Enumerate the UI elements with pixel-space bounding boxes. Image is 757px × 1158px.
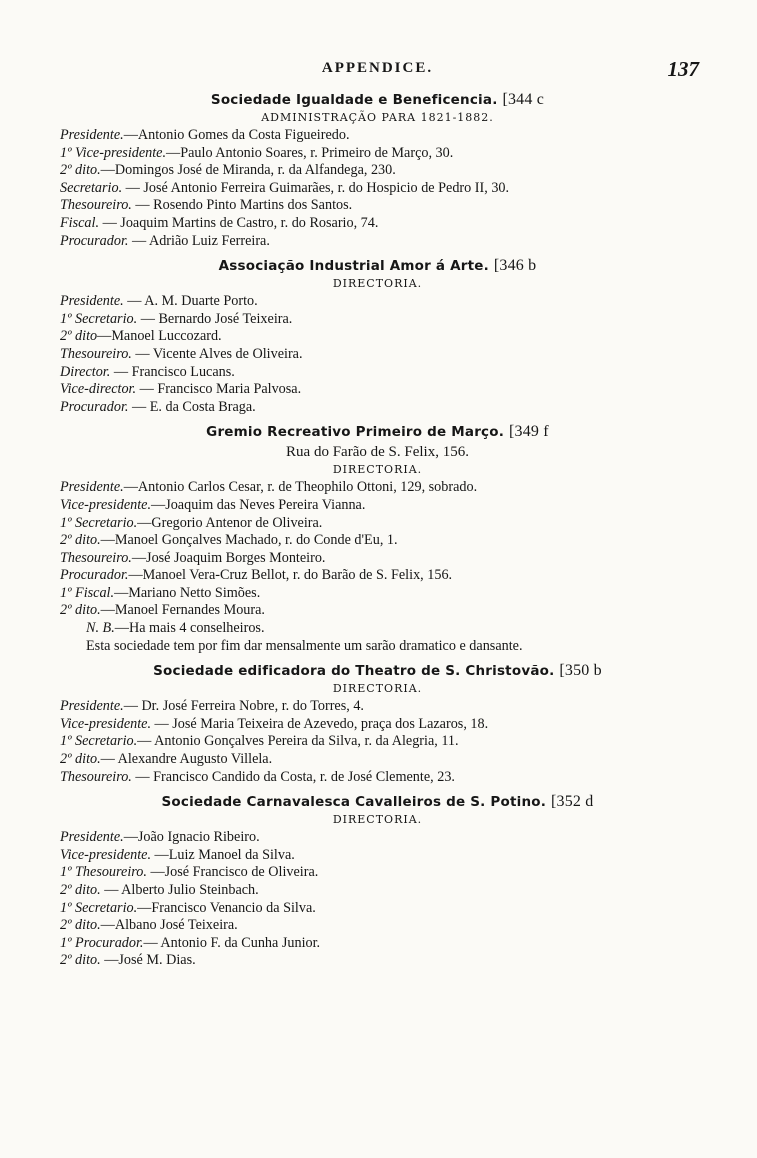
entry-text: —Antonio Carlos Cesar, r. de Theophilo Ottoni, 129, sobrado. [123, 479, 478, 496]
entry-role: Thesoureiro. [60, 345, 132, 362]
section-ref: [344 c [502, 91, 545, 108]
entry-line [60, 917, 695, 935]
note-line [60, 638, 695, 656]
entry-role: Vice-director. [60, 381, 137, 398]
entry-line [60, 698, 695, 716]
section-subheading: DIRECTORIA. [332, 813, 423, 827]
entry-role: Procurador. [60, 398, 129, 415]
entry-role: Thesoureiro. [60, 197, 132, 214]
section-title-text: Sociedade Igualdade e Beneficencia. [210, 92, 498, 108]
entry-role: Procurador. [60, 232, 129, 249]
entry-text: — Dr. José Ferreira Nobre, r. do Torres, 4. [123, 698, 364, 715]
entry-role: 1º Secretario. [60, 899, 138, 916]
entry-role: Director. [60, 363, 111, 380]
entry-text: — Francisco Lucans. [110, 363, 235, 380]
entry-line [60, 532, 695, 550]
entry-line [60, 233, 695, 251]
entry-role: 2º dito. [60, 917, 101, 934]
note-text: Esta sociedade tem por fim dar mensalmente um sarão dramatico e dansante. [86, 637, 523, 654]
section-ref: [346 b [493, 257, 537, 275]
entry-line [60, 364, 695, 382]
entry-line [60, 602, 695, 620]
entry-line [60, 346, 695, 364]
section-title-text: Sociedade edificadora do Theatro de S. Christovão. [153, 663, 555, 680]
entry-role: 1º Fiscal. [60, 584, 115, 601]
note-line [60, 620, 695, 638]
entry-text: —Manoel Gonçalves Machado, r. do Conde d'Eu, 1. [100, 532, 398, 549]
entry-text: —Francisco Venancio da Silva. [137, 899, 316, 916]
entry-text: —Paulo Antonio Soares, r. Primeiro de Março, 30. [166, 144, 454, 161]
entry-line [60, 550, 695, 568]
section-title [60, 257, 695, 275]
entry-line [60, 829, 695, 847]
entry-text: — Rosendo Pinto Martins dos Santos. [131, 197, 353, 214]
entry-text: —Domingos José de Miranda, r. da Alfandega, 230. [100, 162, 396, 179]
entry-text: — A. M. Duarte Porto. [123, 293, 258, 310]
entry-line [60, 399, 695, 417]
entry-line [60, 751, 695, 769]
entry-text: — Antonio F. da Cunha Junior. [143, 934, 321, 951]
entry-text: —Manoel Fernandes Moura. [100, 602, 265, 619]
section-title [60, 423, 695, 441]
entry-text: —Joaquim das Neves Pereira Vianna. [151, 496, 366, 513]
entry-text: — Alexandre Augusto Villela. [100, 751, 273, 768]
entry-line [60, 215, 695, 233]
entry-role: 2º dito [60, 328, 98, 345]
section-title-text: Sociedade Carnavalesca Cavalleiros de S. Potino. [161, 794, 547, 811]
entry-role: 1º Procurador. [60, 934, 144, 951]
entry-line [60, 381, 695, 399]
sections-container [60, 91, 695, 970]
entry-line [60, 847, 695, 865]
entry-line [60, 515, 695, 533]
entry-line [60, 733, 695, 751]
entry-line [60, 328, 695, 346]
section-subheading: DIRECTORIA. [332, 682, 423, 696]
section-ref: [352 d [550, 793, 594, 811]
entry-role: Procurador. [60, 567, 129, 584]
section-subheading: DIRECTORIA. [332, 277, 423, 291]
entry-line [60, 900, 695, 918]
entry-line [60, 293, 695, 311]
entry-line [60, 311, 695, 329]
section-title-text: Associação Industrial Amor á Arte. [218, 258, 489, 275]
entry-text: — Bernardo José Teixeira. [137, 310, 293, 327]
entry-text: —João Ignacio Ribeiro. [123, 829, 260, 846]
entry-text: — E. da Costa Braga. [128, 398, 256, 415]
section-title [60, 91, 695, 109]
entry-text: —José M. Dias. [100, 952, 196, 969]
section-title [60, 793, 695, 811]
entry-role: 1º Secretario. [60, 514, 138, 531]
entry-role: Presidente. [60, 479, 124, 496]
entry-text: —Albano José Teixeira. [100, 917, 238, 934]
entry-role: 1º Vice-presidente. [60, 144, 167, 161]
entry-role: Vice-presidente. [60, 846, 151, 863]
entry-role: Thesoureiro. [60, 549, 132, 566]
entry-role: Vice-presidente. [60, 496, 151, 513]
entry-line [60, 864, 695, 882]
entry-role: 2º dito. [60, 162, 101, 179]
entry-line [60, 162, 695, 180]
entry-text: —Luiz Manoel da Silva. [151, 846, 295, 863]
section-subheading: ADMINISTRAÇÃO PARA 1821-1882. [261, 111, 494, 124]
entry-text: — Vicente Alves de Oliveira. [131, 345, 303, 362]
entry-role: 1º Secretario. [60, 733, 138, 750]
entry-line [60, 585, 695, 603]
entry-role: Vice-presidente. [60, 715, 151, 732]
entry-text: —Gregorio Antenor de Oliveira. [137, 514, 323, 531]
entry-line [60, 952, 695, 970]
section-title [60, 662, 695, 680]
entry-text: —Antonio Gomes da Costa Figueiredo. [123, 127, 350, 143]
entry-role: Presidente. [60, 293, 124, 310]
entry-role: 2º dito. [60, 602, 101, 619]
note-lead: N. B. [86, 620, 115, 637]
entry-text: —Manoel Luccozard. [97, 328, 222, 345]
entry-role: 1º Secretario. [60, 310, 138, 327]
entry-line [60, 127, 695, 145]
entry-role: Secretario. [60, 179, 123, 196]
entry-role: Presidente. [60, 127, 124, 143]
entry-role: Fiscal. [60, 214, 100, 231]
entry-line [60, 716, 695, 734]
page-number: 137 [667, 57, 699, 81]
entry-role: 1º Thesoureiro. [60, 864, 147, 881]
entry-text: —José Francisco de Oliveira. [146, 864, 319, 881]
entry-text: — Francisco Maria Palvosa. [136, 381, 302, 398]
entry-line [60, 567, 695, 585]
entry-line [60, 882, 695, 900]
entry-text: — Adrião Luiz Ferreira. [128, 232, 270, 249]
section-subheading: DIRECTORIA. [332, 463, 423, 477]
entry-text: —José Joaquim Borges Monteiro. [131, 549, 326, 566]
entry-role: 2º dito. [60, 882, 101, 898]
running-head-title: APPENDICE. [321, 60, 434, 76]
running-head [60, 57, 699, 84]
entry-line [60, 145, 695, 163]
section-address: Rua do Farão de S. Felix, 156. [286, 444, 469, 461]
entry-text: — Francisco Candido da Costa, r. de José Clemente, 23. [131, 768, 455, 785]
entry-text: — Antonio Gonçalves Pereira da Silva, r. da Alegria, 11. [137, 733, 459, 750]
entry-role: Thesoureiro. [60, 768, 132, 785]
entry-role: Presidente. [60, 698, 124, 715]
entry-role: 2º dito. [60, 532, 101, 549]
note-text: —Ha mais 4 conselheiros. [114, 620, 265, 637]
entry-line [60, 769, 695, 787]
entry-role: Presidente. [60, 829, 124, 846]
entry-line [60, 180, 695, 198]
entry-text: —Mariano Netto Simões. [114, 584, 261, 601]
entry-text: —Manoel Vera-Cruz Bellot, r. do Barão de S. Felix, 156. [128, 567, 453, 584]
entry-text: — Joaquim Martins de Castro, r. do Rosario, 74. [99, 214, 379, 231]
entry-text: — Alberto Julio Steinbach. [100, 882, 259, 898]
entry-role: 2º dito. [60, 952, 101, 969]
entry-text: — José Maria Teixeira de Azevedo, praça dos Lazaros, 18. [151, 715, 489, 732]
entry-line [60, 197, 695, 215]
section-ref: [350 b [559, 662, 602, 680]
entry-text: — José Antonio Ferreira Guimarães, r. do Hospicio de Pedro II, 30. [122, 179, 510, 196]
entry-line [60, 479, 695, 497]
entry-line [60, 497, 695, 515]
entry-role: 2º dito. [60, 751, 101, 768]
section-ref: [349 f [508, 423, 549, 441]
section-title-text: Gremio Recreativo Primeiro de Março. [206, 424, 505, 441]
entry-line [60, 935, 695, 953]
